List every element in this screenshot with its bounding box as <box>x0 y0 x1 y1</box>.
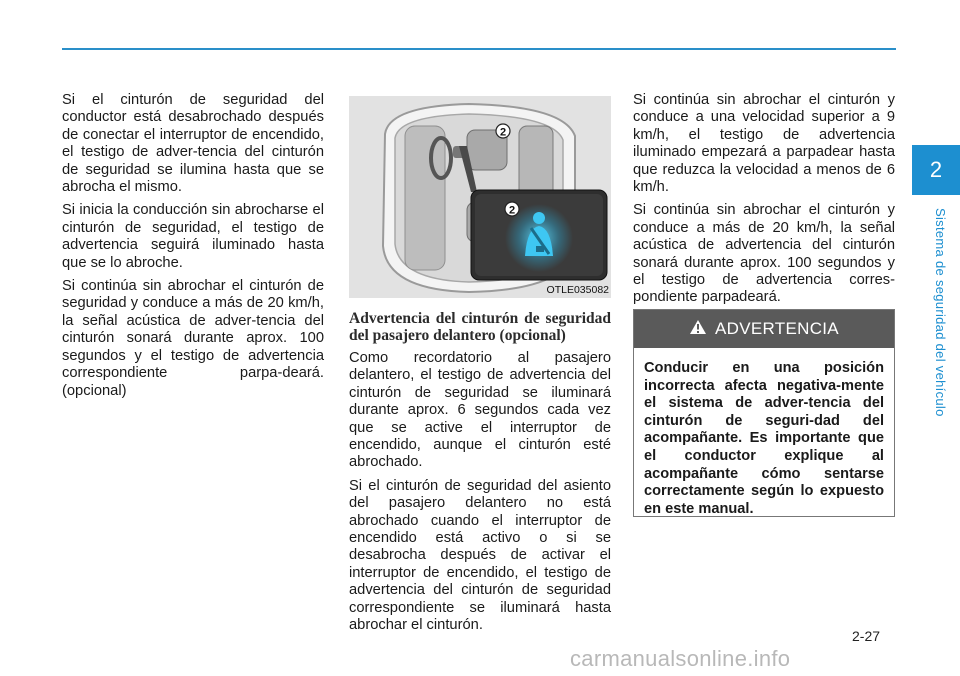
figure-caption: OTLE035082 <box>546 284 609 296</box>
text-column-right <box>633 92 895 313</box>
car-top-view-illustration <box>349 96 611 298</box>
callout-number: 2 <box>499 126 507 139</box>
warning-box <box>633 309 895 517</box>
text-column-left <box>62 92 324 406</box>
paragraph: Si continúa sin abrochar el cinturón de seguridad y conduce a más de 20 km/h, la señal acústica de adver-tencia del cinturón sonará durante aprox. 100 segundos y el testigo de advertencia correspondiente parpa-deará. (opcional) <box>62 278 324 399</box>
warning-triangle-icon <box>689 319 707 340</box>
section-heading: Advertencia del cinturón de seguridad del pasajero delantero (opcional) <box>349 310 611 344</box>
paragraph: Si el cinturón de seguridad del asiento del pasajero delantero no está abrochado cuando el interruptor de encendido está activo o si se desabrocha después de activar el interruptor de encendido, el testigo de advertencia del cinturón de seguridad correspondiente se iluminará hasta abrochar el cinturón. <box>349 477 611 634</box>
warning-header <box>634 310 894 348</box>
paragraph: Como recordatorio al pasajero delantero, el testigo de advertencia del cinturón de seguridad se iluminará durante aprox. 6 segundos cada vez que se active el interruptor de encendido, aunque el cinturón esté abrochado. <box>349 350 611 471</box>
text-column-middle <box>349 310 611 641</box>
page-number: 2-27 <box>852 628 881 644</box>
top-rule <box>62 48 896 50</box>
chapter-tab <box>912 145 960 195</box>
seatbelt-warning-figure <box>349 96 611 298</box>
paragraph: Si inicia la conducción sin abrocharse el cinturón de seguridad, el testigo de advertencia seguirá iluminado hasta que se lo abroche. <box>62 202 324 271</box>
watermark: carmanualsonline.info <box>570 646 791 671</box>
callout-number: 2 <box>508 204 516 217</box>
paragraph: Si el cinturón de seguridad del conductor está desabrochado después de conectar el interruptor de encendido, el testigo de adver-tencia del cinturón de seguridad se ilumina hasta que se abrocha el mismo. <box>62 92 324 196</box>
warning-title: ADVERTENCIA <box>715 319 839 338</box>
chapter-number: 2 <box>929 157 943 182</box>
chapter-title: Sistema de seguridad del vehículo <box>933 208 948 417</box>
paragraph: Si continúa sin abrochar el cinturón y conduce a más de 20 km/h, la señal acústica de advertencia del cinturón sonará durante aprox. 100 segundos y el testigo de advertencia corres-pondiente parpadeará. <box>633 202 895 306</box>
paragraph: Si continúa sin abrochar el cinturón y conduce a una velocidad superior a 9 km/h, el testigo de advertencia iluminado empezará a parpadear hasta que reduzca la velocidad a menos de 6 km/h. <box>633 92 895 196</box>
warning-text: Conducir en una posición incorrecta afecta negativa-mente el sistema de adver-tencia del cinturón de seguri-dad del acompañante. Es importante que el conductor explique al acompañante cómo sentarse correctamente según lo expuesto en este manual. <box>644 360 884 517</box>
